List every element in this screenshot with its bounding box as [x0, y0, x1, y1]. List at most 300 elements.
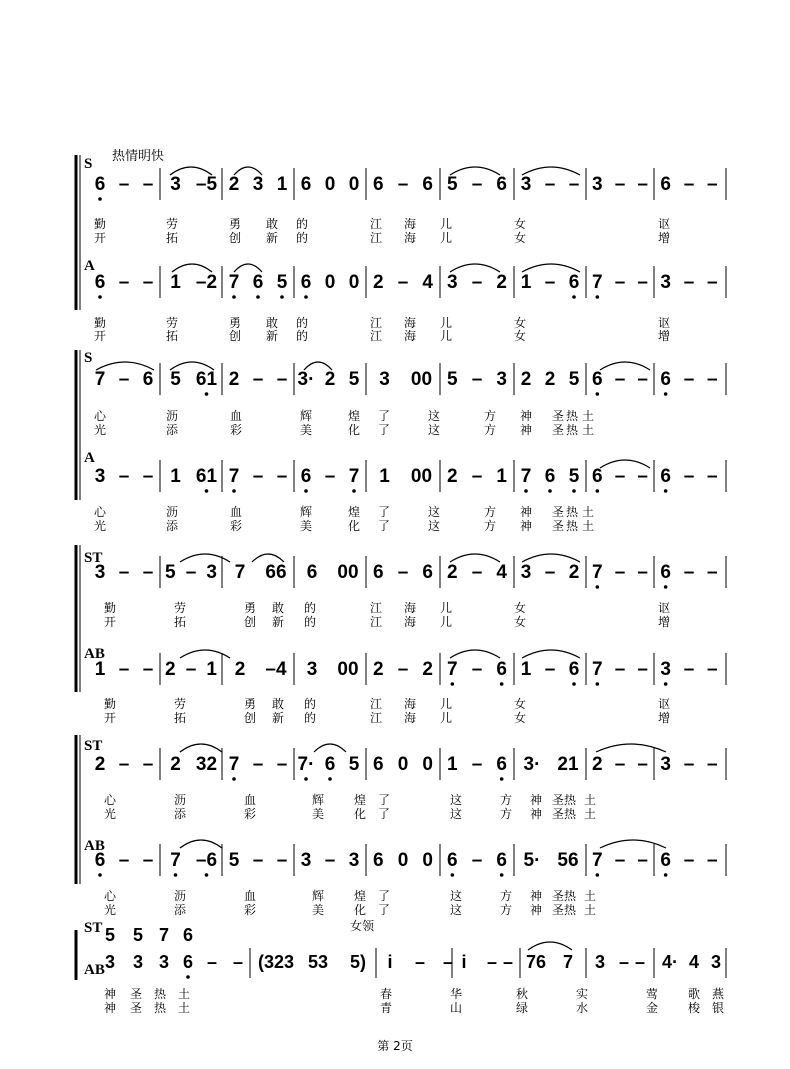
note: – — [544, 272, 556, 293]
note: 6 — [300, 466, 312, 487]
octave-dot — [596, 873, 600, 877]
note: – — [142, 272, 154, 293]
note: 4 — [688, 952, 700, 972]
note: – — [118, 754, 130, 775]
note: 00 — [337, 562, 359, 583]
octave-dot — [572, 295, 576, 299]
octave-dot — [500, 873, 504, 877]
note: 2 — [170, 754, 181, 775]
lyric-char: 女 — [513, 615, 527, 629]
lyric-char: 彩 — [229, 423, 243, 437]
note: 1 — [170, 272, 181, 293]
lyric-char: 神 — [519, 505, 533, 519]
note: 2 — [228, 369, 240, 390]
note: –6 — [195, 850, 218, 871]
note: – — [118, 850, 130, 871]
note: – — [544, 174, 556, 195]
lyric-char: 方 — [483, 519, 497, 533]
octave-dot — [304, 295, 308, 299]
lyric-char: 化 — [347, 519, 361, 533]
note: 7 — [592, 659, 603, 680]
note: 7· — [297, 754, 315, 775]
note: 3 — [660, 272, 671, 293]
note: 6 — [422, 562, 433, 583]
note: 0 — [397, 850, 409, 871]
slur — [522, 554, 580, 562]
note: 3 — [306, 659, 318, 680]
lyric-char: 辉 — [299, 505, 313, 519]
note: – — [397, 174, 409, 195]
lyric-char: 的 — [295, 217, 309, 231]
lyric-char: 了 — [377, 423, 391, 437]
lyric-char: 的 — [303, 615, 317, 629]
note: 6 — [447, 850, 458, 871]
note: 2 — [422, 659, 433, 680]
octave-dot — [500, 777, 504, 781]
note: 6 — [568, 659, 580, 680]
note: – — [276, 850, 288, 871]
note: 2 — [568, 562, 580, 583]
lyric-char: 秋 — [515, 987, 529, 1001]
lyric-char: 了 — [377, 519, 391, 533]
octave-dot — [232, 777, 236, 781]
lyric-char: 拓 — [173, 711, 187, 725]
note: – — [707, 562, 718, 583]
voice-label: A — [84, 450, 95, 466]
lyric-char: 了 — [377, 793, 391, 807]
lyric-char: 江 — [369, 316, 383, 330]
lyric-char: 敢 — [271, 697, 285, 711]
lyric-char: 心 — [103, 889, 117, 903]
note: 3 — [348, 850, 360, 871]
octave-dot — [256, 295, 260, 299]
note: – — [142, 174, 154, 195]
lyric-char: 土 — [581, 409, 595, 423]
note: 6 — [94, 174, 106, 195]
lyric-char: 海 — [403, 615, 417, 629]
lyric-char: 神 — [529, 793, 543, 807]
lyric-char: 热 — [565, 519, 579, 533]
note: 3 — [104, 952, 116, 972]
lyric-char: 神 — [519, 423, 533, 437]
note: – — [252, 754, 264, 775]
note: 7 — [234, 562, 246, 583]
lyric-char: 方 — [499, 807, 513, 821]
octave-dot — [664, 873, 668, 877]
lyric-char: 开 — [93, 231, 107, 245]
lyric-char: 海 — [403, 217, 417, 231]
lyric-char: 化 — [347, 423, 361, 437]
lyric-char: 彩 — [243, 807, 257, 821]
lyric-char: 神 — [529, 903, 543, 917]
lyric-char: 开 — [103, 711, 117, 725]
lyric-char: 的 — [303, 697, 317, 711]
note: 0 — [348, 272, 360, 293]
note: – — [252, 850, 264, 871]
lyric-char: 这 — [427, 409, 441, 423]
note: 5 — [170, 369, 181, 390]
note: 7 — [158, 925, 170, 945]
lyric-char: 水 — [575, 1001, 589, 1015]
lyric-char: 这 — [427, 423, 441, 437]
note: 5) — [349, 952, 367, 972]
note: – — [614, 850, 626, 871]
lyric-char: 添 — [165, 423, 179, 437]
octave-dot — [664, 392, 668, 396]
note: – — [637, 850, 648, 871]
lyric-char: 血 — [229, 505, 243, 519]
lyric-char: 热 — [565, 505, 579, 519]
note: – — [118, 659, 130, 680]
note: 2 — [234, 659, 246, 680]
note: 6 — [496, 754, 507, 775]
note: 3 — [496, 369, 507, 390]
lyric-char: 方 — [483, 505, 497, 519]
note: – — [118, 272, 130, 293]
lyric-char: 海 — [403, 316, 417, 330]
octave-dot — [174, 873, 178, 877]
voice-label: A — [84, 258, 95, 274]
slur — [596, 744, 666, 752]
lyric-char: 拓 — [173, 615, 187, 629]
lyric-char: 新 — [271, 711, 285, 725]
note: – — [397, 659, 409, 680]
voice-label: ST — [84, 550, 103, 566]
lyric-char: 女 — [513, 329, 527, 343]
lyric-char: 煌 — [353, 793, 367, 807]
lyric-char: 土 — [583, 903, 597, 917]
octave-dot — [98, 197, 102, 201]
lyric-char: 儿 — [439, 615, 453, 629]
lyric-char: 彩 — [229, 519, 243, 533]
lyric-char: 土 — [581, 423, 595, 437]
note: –4 — [265, 659, 287, 680]
note: 3 — [710, 952, 722, 972]
lyric-char: 心 — [103, 793, 117, 807]
lyric-char: 女 — [513, 697, 527, 711]
lyric-char: 勤 — [93, 316, 107, 330]
lyric-char: 方 — [499, 793, 513, 807]
lyric-char: 了 — [377, 903, 391, 917]
note: 6 — [660, 369, 671, 390]
note: – — [502, 952, 514, 972]
lyric-char: 神 — [519, 519, 533, 533]
note: 6 — [94, 272, 106, 293]
lyric-char: 辉 — [311, 889, 325, 903]
lyric-char: 创 — [243, 615, 257, 629]
lyric-char: 的 — [303, 601, 317, 615]
slur — [172, 264, 212, 272]
note: 1 — [206, 659, 217, 680]
note: – — [276, 754, 288, 775]
lyric-char: 的 — [295, 316, 309, 330]
lyric-char: 圣 — [129, 1001, 143, 1015]
octave-dot — [548, 489, 552, 493]
lyric-char: 女 — [513, 217, 527, 231]
lyric-char: 海 — [403, 601, 417, 615]
note: i — [461, 952, 467, 972]
note: 2 — [165, 659, 176, 680]
note: 3 — [592, 174, 603, 195]
note: – — [637, 466, 648, 487]
lyric-char: 血 — [229, 409, 243, 423]
slur — [522, 650, 580, 658]
note: – — [471, 466, 483, 487]
octave-dot — [328, 777, 332, 781]
note: 5 — [228, 850, 240, 871]
note: 3· — [523, 754, 541, 775]
lyric-char: 光 — [93, 519, 107, 533]
note: 61 — [195, 369, 218, 390]
lyric-char: 开 — [93, 329, 107, 343]
note: 53 — [307, 952, 329, 972]
note: – — [471, 272, 483, 293]
note: 7 — [228, 272, 240, 293]
lyric-char: 美 — [299, 423, 313, 437]
note: 6 — [94, 850, 106, 871]
note: – — [118, 174, 130, 195]
note: – — [637, 272, 648, 293]
lyric-char: 劳 — [165, 217, 179, 231]
note: – — [142, 659, 154, 680]
lyric-char: 热 — [153, 1001, 167, 1015]
note: 7 — [170, 850, 181, 871]
lyric-char: 海 — [403, 329, 417, 343]
note: – — [471, 174, 483, 195]
note: 7 — [592, 272, 603, 293]
note: i — [387, 952, 393, 972]
note: 5 — [276, 272, 288, 293]
note: 66 — [265, 562, 287, 583]
lyric-char: 煌 — [347, 409, 361, 423]
note: 3 — [594, 952, 606, 972]
lyric-char: 儿 — [439, 711, 453, 725]
lyric-char: 劳 — [173, 601, 187, 615]
octave-dot — [572, 682, 576, 686]
slur — [252, 554, 284, 562]
note: 6 — [306, 562, 318, 583]
lyric-char: 江 — [369, 329, 383, 343]
note: 7 — [447, 659, 458, 680]
lyric-char: 这 — [449, 889, 463, 903]
note: – — [637, 659, 648, 680]
note: – — [414, 952, 426, 972]
slur — [314, 744, 346, 752]
lyric-char: 创 — [243, 711, 257, 725]
lyric-char: 沥 — [165, 505, 179, 519]
lyric-char: 煌 — [347, 505, 361, 519]
note: 5 — [104, 925, 116, 945]
note: – — [486, 952, 498, 972]
note: – — [471, 562, 483, 583]
lyric-char: 圣热 — [551, 889, 577, 903]
note: 3 — [158, 952, 170, 972]
lyric-char: 神 — [519, 409, 533, 423]
octave-dot — [232, 295, 236, 299]
octave-dot — [596, 585, 600, 589]
note: – — [118, 369, 130, 390]
lyric-char: 圣 — [129, 987, 143, 1001]
voice-label: ST — [84, 738, 103, 754]
slur — [522, 264, 580, 272]
lyric-char: 勇 — [228, 316, 242, 330]
lyric-char: 的 — [303, 711, 317, 725]
note: 6 — [660, 850, 671, 871]
note: – — [707, 466, 718, 487]
note: 5 — [568, 369, 580, 390]
note: 3 — [447, 272, 458, 293]
lyric-char: 春 — [379, 987, 393, 1001]
lyric-char: 海 — [403, 697, 417, 711]
lyric-char: 江 — [369, 217, 383, 231]
lyric-char: 土 — [583, 793, 597, 807]
note: 3 — [132, 952, 144, 972]
lyric-char: 辉 — [299, 409, 313, 423]
slur — [234, 264, 262, 272]
lyric-char: 江 — [369, 711, 383, 725]
lyric-char: 劳 — [173, 697, 187, 711]
octave-dot — [451, 873, 455, 877]
lyric-char: 歌 — [687, 987, 701, 1001]
note: 6 — [373, 562, 384, 583]
note: – — [637, 754, 648, 775]
slur — [450, 264, 500, 272]
note: – — [568, 174, 580, 195]
lyric-char: 美 — [299, 519, 313, 533]
note: – — [707, 272, 718, 293]
octave-dot — [98, 295, 102, 299]
note: – — [634, 952, 646, 972]
note: 1 — [379, 466, 390, 487]
note: 6 — [324, 754, 336, 775]
note: 5 — [348, 754, 360, 775]
lyric-char: 这 — [449, 903, 463, 917]
note: 1 — [520, 659, 532, 680]
lyric-char: 彩 — [243, 903, 257, 917]
octave-dot — [98, 873, 102, 877]
lyric-char: 血 — [243, 793, 257, 807]
note: 7 — [348, 466, 360, 487]
lyric-char: 土 — [581, 505, 595, 519]
note: 3 — [660, 754, 671, 775]
octave-dot — [304, 489, 308, 493]
note: 4 — [422, 272, 433, 293]
note: 3 — [379, 369, 390, 390]
note: – — [232, 952, 244, 972]
octave-dot — [664, 585, 668, 589]
lyric-char: 土 — [177, 987, 191, 1001]
note: 7 — [520, 466, 532, 487]
note: – — [618, 952, 630, 972]
octave-dot — [352, 489, 356, 493]
note: 00 — [410, 369, 433, 390]
note: – — [471, 659, 483, 680]
lyric-char: 勇 — [243, 601, 257, 615]
lyric-char: 美 — [311, 903, 325, 917]
lyric-char: 神 — [103, 987, 117, 1001]
note: – — [276, 369, 288, 390]
lyric-char: 圣 — [551, 409, 565, 423]
lyric-char: 山 — [449, 1001, 463, 1015]
note: – — [206, 952, 218, 972]
slur — [450, 650, 500, 658]
lyric-char: 方 — [499, 903, 513, 917]
lyric-char: 海 — [403, 231, 417, 245]
note: 0 — [324, 272, 336, 293]
lyric-char: 创 — [228, 231, 242, 245]
note: 7 — [562, 952, 574, 972]
note: 5 — [348, 369, 360, 390]
note: – — [544, 562, 556, 583]
note: – — [683, 659, 695, 680]
lyric-char: 勇 — [243, 697, 257, 711]
octave-dot — [451, 682, 455, 686]
octave-dot — [664, 489, 668, 493]
note: – — [142, 562, 154, 583]
lyric-char: 了 — [377, 505, 391, 519]
lyric-char: 劳 — [165, 316, 179, 330]
lyric-char: 了 — [377, 889, 391, 903]
lyric-char: 新 — [271, 615, 285, 629]
note: 3 — [94, 466, 106, 487]
lyric-char: 化 — [353, 903, 367, 917]
note: 2 — [544, 369, 556, 390]
note: 5 — [132, 925, 144, 945]
octave-dot — [280, 295, 284, 299]
lyric-char: 敢 — [265, 217, 279, 231]
note: 00 — [337, 659, 359, 680]
note: 7 — [94, 369, 106, 390]
lyric-char: 敢 — [271, 601, 285, 615]
note: 1 — [170, 466, 181, 487]
note: – — [614, 466, 626, 487]
lyric-char: 勇 — [228, 217, 242, 231]
lyric-char: 勤 — [93, 217, 107, 231]
note: – — [707, 369, 718, 390]
note: – — [683, 369, 695, 390]
note: 1 — [520, 272, 532, 293]
note: – — [276, 466, 288, 487]
lyric-char: 的 — [295, 329, 309, 343]
lyric-char: 新 — [265, 329, 279, 343]
octave-dot — [596, 295, 600, 299]
lyric-char: 添 — [173, 807, 187, 821]
note: 32 — [195, 754, 218, 775]
note: 2 — [228, 174, 240, 195]
lyric-char: 江 — [369, 231, 383, 245]
slur — [528, 942, 572, 950]
lyric-char: 方 — [483, 423, 497, 437]
note: 1 — [94, 659, 106, 680]
note: 21 — [557, 754, 579, 775]
note: 6 — [300, 272, 312, 293]
lyric-char: 讴 — [657, 316, 671, 330]
octave-dot — [596, 489, 600, 493]
note: 6 — [496, 174, 507, 195]
lyric-char: 儿 — [439, 231, 453, 245]
note: 3 — [94, 562, 106, 583]
note: 6 — [300, 174, 312, 195]
note: 3 — [252, 174, 264, 195]
lyric-char: 光 — [103, 807, 117, 821]
lyric-char: 圣热 — [551, 807, 577, 821]
note: 1 — [496, 466, 507, 487]
lyric-char: 圣 — [551, 423, 565, 437]
note: 4 — [496, 562, 507, 583]
note: 3 — [300, 850, 312, 871]
octave-dot — [596, 682, 600, 686]
note: 3 — [520, 174, 532, 195]
